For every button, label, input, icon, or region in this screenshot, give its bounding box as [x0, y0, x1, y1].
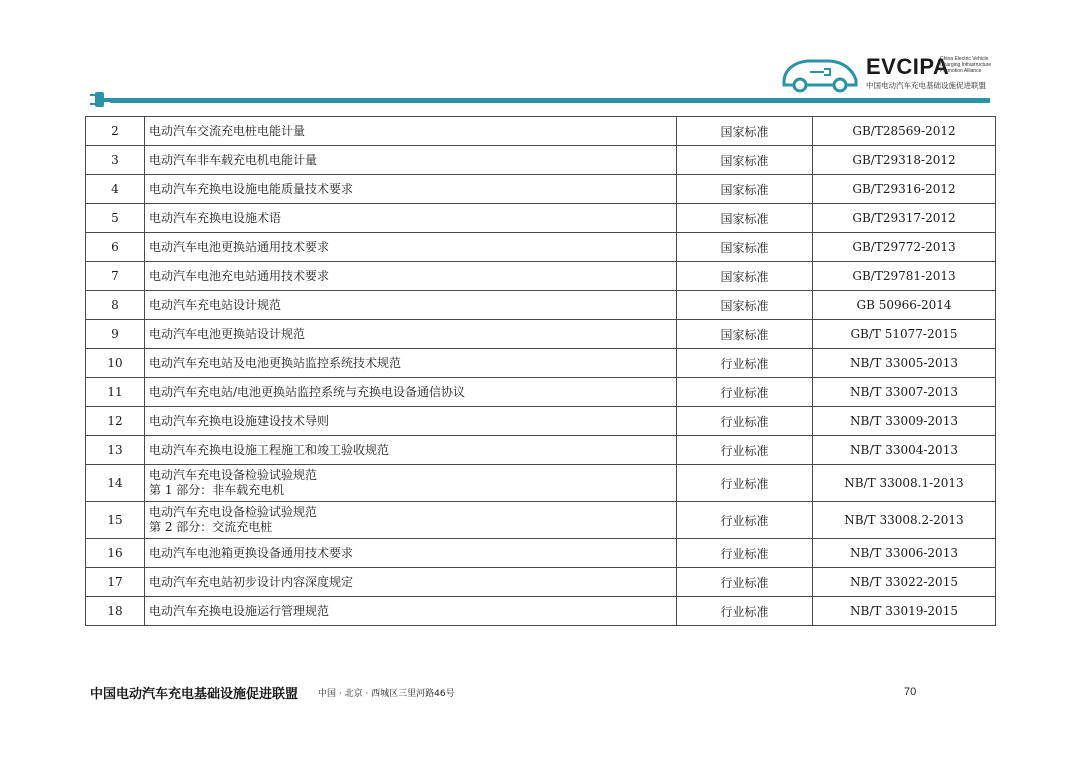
- standard-code: NB/T 33005-2013: [813, 349, 996, 378]
- table-row: [86, 407, 996, 436]
- standard-name-line: 电动汽车充换电设施工程施工和竣工验收规范: [149, 442, 390, 457]
- standard-type: 行业标准: [677, 502, 813, 539]
- header-rule: [110, 98, 990, 103]
- standard-code: NB/T 33007-2013: [813, 378, 996, 407]
- standard-code: NB/T 33019-2015: [813, 597, 996, 626]
- table-row: [86, 175, 996, 204]
- row-number: 12: [86, 407, 145, 436]
- page-number: 70: [904, 686, 917, 698]
- standard-name: [145, 204, 677, 233]
- table-row: [86, 436, 996, 465]
- standard-code: NB/T 33006-2013: [813, 539, 996, 568]
- standard-name: [145, 262, 677, 291]
- standard-type: 国家标准: [677, 175, 813, 204]
- standard-code: GB/T29317-2012: [813, 204, 996, 233]
- table-row: [86, 568, 996, 597]
- standard-name: [145, 539, 677, 568]
- standard-name-line: 第 2 部分：交流充电桩: [149, 520, 273, 534]
- standard-type: 行业标准: [677, 349, 813, 378]
- table-row: [86, 349, 996, 378]
- row-number: 15: [86, 502, 145, 539]
- standard-code: GB/T28569-2012: [813, 117, 996, 146]
- standard-type: 行业标准: [677, 539, 813, 568]
- standard-type: 行业标准: [677, 597, 813, 626]
- row-number: 7: [86, 262, 145, 291]
- standard-name: [145, 291, 677, 320]
- standard-code: NB/T 33004-2013: [813, 436, 996, 465]
- standard-name: [145, 378, 677, 407]
- standard-name: [145, 117, 677, 146]
- row-number: 9: [86, 320, 145, 349]
- standard-type: 行业标准: [677, 378, 813, 407]
- table-row: [86, 233, 996, 262]
- standard-type: 国家标准: [677, 146, 813, 175]
- standard-code: GB/T29318-2012: [813, 146, 996, 175]
- row-number: 14: [86, 465, 145, 502]
- table-row: [86, 465, 996, 502]
- plug-icon: [88, 90, 114, 110]
- standard-name-line: 电动汽车电池更换站通用技术要求: [149, 239, 330, 254]
- standard-name-line: 电动汽车充电站初步设计内容深度规定: [149, 574, 354, 589]
- table-row: [86, 291, 996, 320]
- table-row: [86, 146, 996, 175]
- row-number: 3: [86, 146, 145, 175]
- brand-name-cn: 中国电动汽车充电基础设施促进联盟: [866, 81, 986, 90]
- brand-wordmark: EVCIPA: [866, 54, 950, 79]
- table-row: [86, 262, 996, 291]
- row-number: 16: [86, 539, 145, 568]
- standard-type: 国家标准: [677, 262, 813, 291]
- standard-code: NB/T 33008.1-2013: [813, 465, 996, 502]
- standard-name: [145, 568, 677, 597]
- standard-type: 国家标准: [677, 291, 813, 320]
- standard-name: [145, 436, 677, 465]
- standard-name-line: 电动汽车充电站及电池更换站监控系统技术规范: [149, 355, 402, 370]
- standard-type: 行业标准: [677, 568, 813, 597]
- standard-name-line: 电动汽车电池充电站通用技术要求: [149, 268, 330, 283]
- standard-name-line: 电动汽车电池箱更换设备通用技术要求: [149, 545, 354, 560]
- table-row: [86, 597, 996, 626]
- table-row: [86, 539, 996, 568]
- row-number: 4: [86, 175, 145, 204]
- brand-tagline: China Electric Vehicle Charging Infrastructure Promotion Alliance: [940, 56, 992, 74]
- standard-name-line: 电动汽车充电设备检验试验规范: [149, 505, 318, 519]
- standard-code: NB/T 33009-2013: [813, 407, 996, 436]
- car-logo-icon: [780, 52, 860, 94]
- standard-code: GB/T29316-2012: [813, 175, 996, 204]
- standard-name-line: 电动汽车充换电设施电能质量技术要求: [149, 181, 354, 196]
- footer-address: 中国 · 北京 · 西城区三里河路46号: [318, 689, 455, 699]
- standard-name-line: 电动汽车充电站/电池更换站监控系统与充换电设备通信协议: [149, 384, 466, 399]
- standard-name-line: 电动汽车交流充电桩电能计量: [149, 123, 306, 138]
- standard-code: NB/T 33008.2-2013: [813, 502, 996, 539]
- standard-type: 行业标准: [677, 465, 813, 502]
- row-number: 2: [86, 117, 145, 146]
- table-row: [86, 502, 996, 539]
- standard-code: NB/T 33022-2015: [813, 568, 996, 597]
- footer-org-name: 中国电动汽车充电基础设施促进联盟: [90, 687, 299, 702]
- standard-name: [145, 349, 677, 378]
- standards-table: [85, 116, 996, 626]
- row-number: 8: [86, 291, 145, 320]
- standard-code: GB 50966-2014: [813, 291, 996, 320]
- table-row: [86, 378, 996, 407]
- standard-code: GB/T29772-2013: [813, 233, 996, 262]
- row-number: 13: [86, 436, 145, 465]
- standard-type: 行业标准: [677, 407, 813, 436]
- standard-code: GB/T29781-2013: [813, 262, 996, 291]
- standard-name: [145, 407, 677, 436]
- row-number: 6: [86, 233, 145, 262]
- row-number: 17: [86, 568, 145, 597]
- standard-name-line: 电动汽车充换电设施运行管理规范: [149, 603, 330, 618]
- table-row: [86, 320, 996, 349]
- row-number: 5: [86, 204, 145, 233]
- standard-code: GB/T 51077-2015: [813, 320, 996, 349]
- standard-name: [145, 146, 677, 175]
- standard-type: 国家标准: [677, 320, 813, 349]
- row-number: 18: [86, 597, 145, 626]
- table-row: [86, 117, 996, 146]
- row-number: 11: [86, 378, 145, 407]
- evcipa-logo: [780, 48, 990, 98]
- standard-type: 国家标准: [677, 233, 813, 262]
- standard-name-line: 电动汽车充电设备检验试验规范: [149, 468, 318, 482]
- standard-name-line: 电动汽车充电站设计规范: [149, 297, 282, 312]
- row-number: 10: [86, 349, 145, 378]
- standard-name: [145, 597, 677, 626]
- standard-name-line: 第 1 部分：非车载充电机: [149, 483, 285, 497]
- standard-name-line: 电动汽车充换电设施建设技术导则: [149, 413, 330, 428]
- standard-name: [145, 465, 677, 502]
- standard-type: 国家标准: [677, 204, 813, 233]
- standard-name-line: 电动汽车非车载充电机电能计量: [149, 152, 318, 167]
- standard-type: 国家标准: [677, 117, 813, 146]
- standard-name: [145, 175, 677, 204]
- standard-name-line: 电动汽车充换电设施术语: [149, 210, 282, 225]
- table-row: [86, 204, 996, 233]
- standard-name: [145, 233, 677, 262]
- standard-name: [145, 320, 677, 349]
- standard-name-line: 电动汽车电池更换站设计规范: [149, 326, 306, 341]
- standard-type: 行业标准: [677, 436, 813, 465]
- standard-name: [145, 502, 677, 539]
